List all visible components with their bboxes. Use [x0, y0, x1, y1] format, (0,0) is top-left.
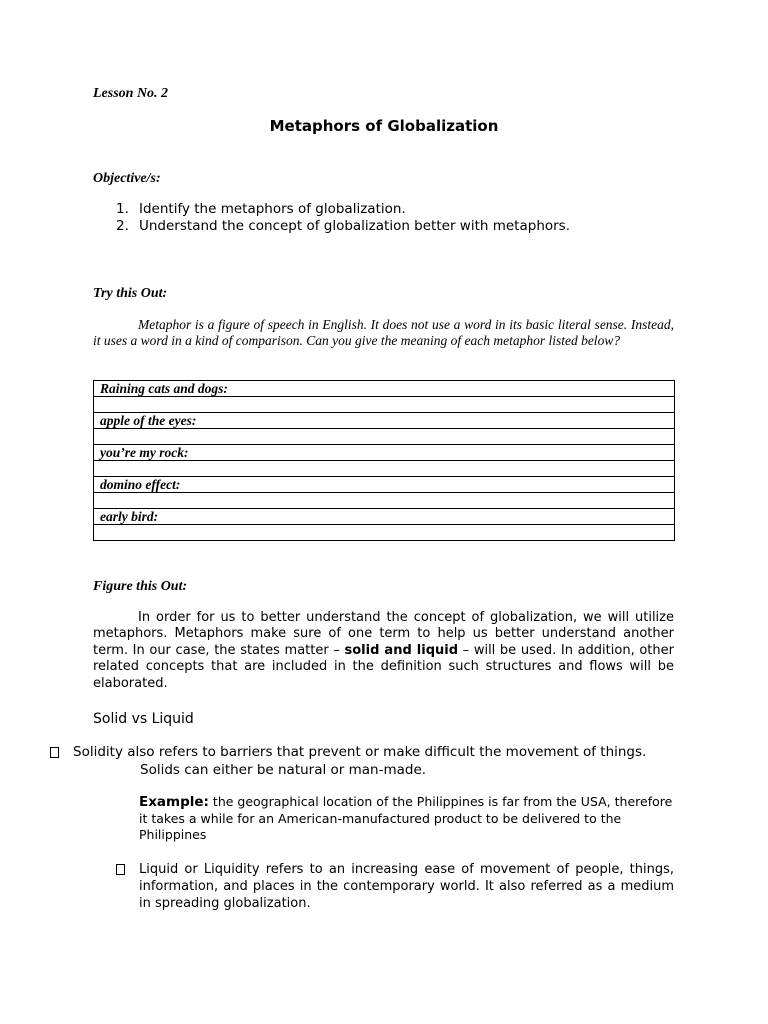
- solid-vs-liquid-heading: Solid vs Liquid: [93, 711, 194, 727]
- bullet-box-icon: [50, 747, 59, 758]
- table-row: [94, 429, 675, 445]
- lesson-number: Lesson No. 2: [93, 86, 169, 101]
- objectives-list: [116, 201, 570, 235]
- example-paragraph: [139, 794, 679, 844]
- list-text: Identify the metaphors of globalization.: [139, 201, 406, 217]
- try-this-out-heading: Try this Out:: [93, 286, 168, 301]
- table-row: [94, 477, 675, 493]
- metaphor-intro: Metaphor is a figure of speech in English. It does not use a word in its basic literal sense. Instead, it uses a word in a kind of comparison. Can you give the meaning of each metaphor listed below?: [93, 317, 674, 348]
- list-item: [116, 201, 570, 218]
- table-row: [94, 381, 675, 397]
- list-item: [116, 218, 570, 235]
- liquidity-bullet-text: Liquid or Liquidity refers to an increasing ease of movement of people, things, information, and places in the contemporary world. It also referred as a medium in spreading globalization.: [139, 862, 674, 911]
- metaphor-label: Raining cats and dogs:: [94, 381, 675, 397]
- objectives-heading: Objective/s:: [93, 171, 161, 186]
- table-row: [94, 445, 675, 461]
- answer-cell[interactable]: [94, 493, 675, 509]
- answer-cell[interactable]: [94, 525, 675, 541]
- table-row: [94, 397, 675, 413]
- list-number: 1.: [116, 201, 129, 217]
- answer-cell[interactable]: [94, 397, 675, 413]
- bullet-box-icon: [116, 864, 125, 875]
- metaphor-label: early bird:: [94, 509, 675, 525]
- table-row: [94, 525, 675, 541]
- table-row: [94, 493, 675, 509]
- solidity-bullet-text: Solidity also refers to barriers that prevent or make difficult the movement of things.: [73, 744, 647, 760]
- metaphor-label: you’re my rock:: [94, 445, 675, 461]
- solidity-bullet-continuation: Solids can either be natural or man-made.: [140, 762, 427, 778]
- example-text: the geographical location of the Philippines is far from the USA, therefore it takes a while for an American-manufactured product to be delivered to the Philippines: [139, 794, 673, 842]
- example-label: Example:: [139, 794, 209, 810]
- figure-this-out-heading: Figure this Out:: [93, 579, 188, 594]
- metaphor-table: [93, 380, 675, 541]
- answer-cell[interactable]: [94, 429, 675, 445]
- list-number: 2.: [116, 218, 129, 234]
- metaphor-label: domino effect:: [94, 477, 675, 493]
- table-row: [94, 461, 675, 477]
- paragraph-bold-text: solid and liquid: [344, 642, 459, 658]
- page-title: Metaphors of Globalization: [269, 117, 499, 135]
- paragraph-text: In order for us to better understand the concept of globalization, we will utilize metaphors. Metaphors make sure of one term to help us better understand another term. In our case, the states matter –: [93, 610, 674, 658]
- list-text: Understand the concept of globalization better with metaphors.: [139, 218, 571, 234]
- table-row: [94, 509, 675, 525]
- figure-this-out-paragraph: [93, 610, 674, 692]
- metaphor-label: apple of the eyes:: [94, 413, 675, 429]
- paragraph-text: – will be used. In addition, other related concepts that are included in the definition such structures and flows will be elaborated.: [93, 642, 674, 691]
- table-row: [94, 413, 675, 429]
- answer-cell[interactable]: [94, 461, 675, 477]
